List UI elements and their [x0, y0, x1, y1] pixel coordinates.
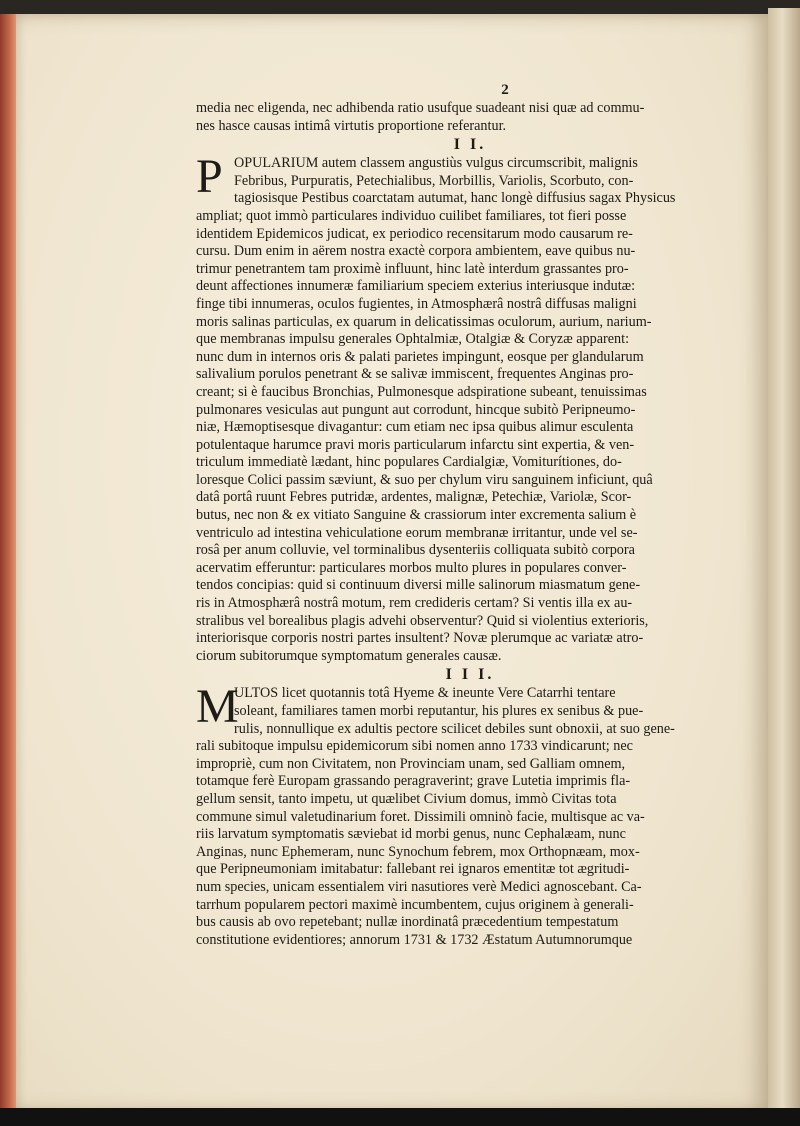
- text-line: bus causis ab ovo repetebant; nullæ inordinatâ præcedentium tempestatum: [196, 914, 619, 931]
- page-text: [196, 80, 744, 949]
- text-line: potulentaque harumce pravi moris particularum infarctu sint expertia, & ven-: [196, 436, 635, 453]
- text-line: Anginas, nunc Ephemeram, nunc Synochum febrem, mox Orthopnæam, mox-: [196, 843, 640, 860]
- text-line: media nec eligenda, nec adhibenda ratio usufque suadeant nisi quæ ad commu-: [196, 100, 645, 116]
- text-line: stralibus vel borealibus plagis advehi observentur? Quid si violentius exterioris,: [196, 612, 649, 629]
- text-line: creant; si è faucibus Bronchias, Pulmonesque adspiratione subeant, tenuissimas: [196, 383, 647, 400]
- text-line: nes hasce causas intimâ virtutis proportione referantur.: [196, 117, 507, 134]
- text-line: acervatim efferuntur: particulares morbos multo plures in populares conver-: [196, 559, 627, 576]
- text-line: soleant, familiares tamen morbi reputantur, his plures ex senibus & pue-: [234, 703, 644, 719]
- text-line: que membranas impulsu generales Ophtalmiæ, Otalgiæ & Coryzæ apparent:: [196, 331, 630, 348]
- text-line: rali subitoque impulsu epidemicorum sibi nomen anno 1733 vindicarunt; nec: [196, 738, 633, 755]
- text-line: ULTOS licet quotannis totâ Hyeme & ineunte Vere Catarrhi tentare: [234, 685, 616, 702]
- text-line: ciorum subitorumque symptomatum generales causæ.: [196, 647, 502, 664]
- text-line: butus, nec non & ex vitiato Sanguine & crassiorum inter excrementa salium è: [196, 507, 637, 524]
- text-line: ventriculo ad intestina vehiculatione eorum membranæ irritantur, unde vel se-: [196, 524, 638, 541]
- text-line: impropriè, cum non Civitatem, non Provinciam unam, sed Galliam omnem,: [196, 755, 626, 772]
- text-line: totamque ferè Europam grassando peragraverint; grave Lutetia imprimis fla-: [196, 773, 631, 790]
- text-line: ampliat; quot immò particulares individuo cuilibet familiares, tot fieri posse: [196, 207, 627, 224]
- section-heading-ii: I I.: [453, 136, 487, 154]
- section-ii-paragraph: [196, 150, 744, 665]
- section-heading-iii: I I I.: [445, 666, 495, 684]
- text-line: num species, unicam essentialem viri nasutiores verè Medici agnoscebant. Ca-: [196, 878, 642, 895]
- text-line: cursu. Dum enim in aërem nostra exactè corpora ambientem, eave quibus nu-: [196, 243, 636, 260]
- text-line: rosâ per anum colluvie, vel torminalibus dysenteriis colliquata subitò corpora: [196, 542, 635, 559]
- page-number: 2: [501, 82, 509, 98]
- text-line: commune simul valetudinarium foret. Dissimili omninò facie, multisque ac va-: [196, 808, 645, 825]
- text-line: pulmonares vesiculas aut pungunt aut corrodunt, hincque subitò Peripneumo-: [196, 401, 636, 418]
- section-iii-paragraph: [196, 680, 744, 949]
- text-line: tagiosisque Pestibus coarctatam autumat, hanc longè diffusius sagax Physicus: [234, 190, 676, 207]
- text-line: gellum sensit, tanto impetu, ut quælibet Civium domus, immò Civitas tota: [196, 790, 617, 807]
- text-line: que Peripneumoniam imitabatur: fallebant rei ignaros ementitæ tot ægritudi-: [196, 861, 630, 878]
- text-line: riis larvatum symptomatis sæviebat id morbi genus, nunc Cephalæam, nunc: [196, 826, 626, 843]
- drop-cap: M: [196, 680, 239, 734]
- text-line: moris salinas particulas, ex quarum in delicatissimas oculorum, aurium, narium-: [196, 313, 652, 330]
- text-line: rulis, nonnullique ex adultis pectore scilicet debiles sunt obnoxii, at suo gene-: [234, 720, 675, 737]
- text-line: tarrhum popularem pectori maximè incumbentem, cujus originem à generali-: [196, 896, 634, 913]
- text-line: loresque Colici passim sæviunt, & suo per chylum viru sanguinem inficiunt, quâ: [196, 471, 653, 488]
- text-line: deunt affectiones innumeræ familiarium speciem exterius interiusque indutæ:: [196, 278, 636, 295]
- text-line: trimur penetrantem tam proximè influunt, hinc latè interdum grassantes pro-: [196, 260, 629, 277]
- text-line: identidem Epidemicos judicat, ex periodico recensitarum modo causarum re-: [196, 225, 633, 242]
- drop-cap: P: [196, 150, 223, 204]
- text-line: OPULARIUM autem classem angustiùs vulgus circumscribit, malignis: [234, 155, 638, 172]
- text-line: Febribus, Purpuratis, Petechialibus, Morbillis, Variolis, Scorbuto, con-: [234, 172, 634, 189]
- intro-paragraph: [196, 100, 744, 135]
- text-line: finge tibi innumeras, oculos fugientes, in Atmosphærâ nostrâ diffusas maligni: [196, 295, 637, 312]
- text-line: constitutione evidentiores; annorum 1731 & 1732 Æstatum Autumnorumque: [196, 931, 633, 948]
- text-line: salivalium porulos penetrant & se salivæ immiscent, frequentes Anginas pro-: [196, 366, 634, 383]
- text-line: triculum immediatè lædant, hinc populares Cardialgiæ, Vomiturítiones, do-: [196, 454, 622, 471]
- bottom-shadow: [0, 1108, 800, 1126]
- text-line: ris in Atmosphærâ nostrâ motum, rem credideris certam? Si ventis illa ex au-: [196, 595, 633, 612]
- text-line: nunc dum in internos oris & palati parietes impingunt, eosque per glandularum: [196, 348, 644, 365]
- text-line: interiorisque corporis nostri partes insultent? Novæ plerumque ac variatæ atro-: [196, 630, 644, 647]
- text-line: datâ portâ ruunt Febres putridæ, ardentes, malignæ, Petechiæ, Variolæ, Scor-: [196, 489, 632, 506]
- text-line: tendos concipias: quid si continuum diversi mille salinorum miasmatum gene-: [196, 577, 641, 594]
- page-right-curl: [768, 8, 800, 1118]
- text-line: niæ, Hæmoptisesque divagantur: cum etiam nec ipsa quibus alimur esculenta: [196, 419, 634, 436]
